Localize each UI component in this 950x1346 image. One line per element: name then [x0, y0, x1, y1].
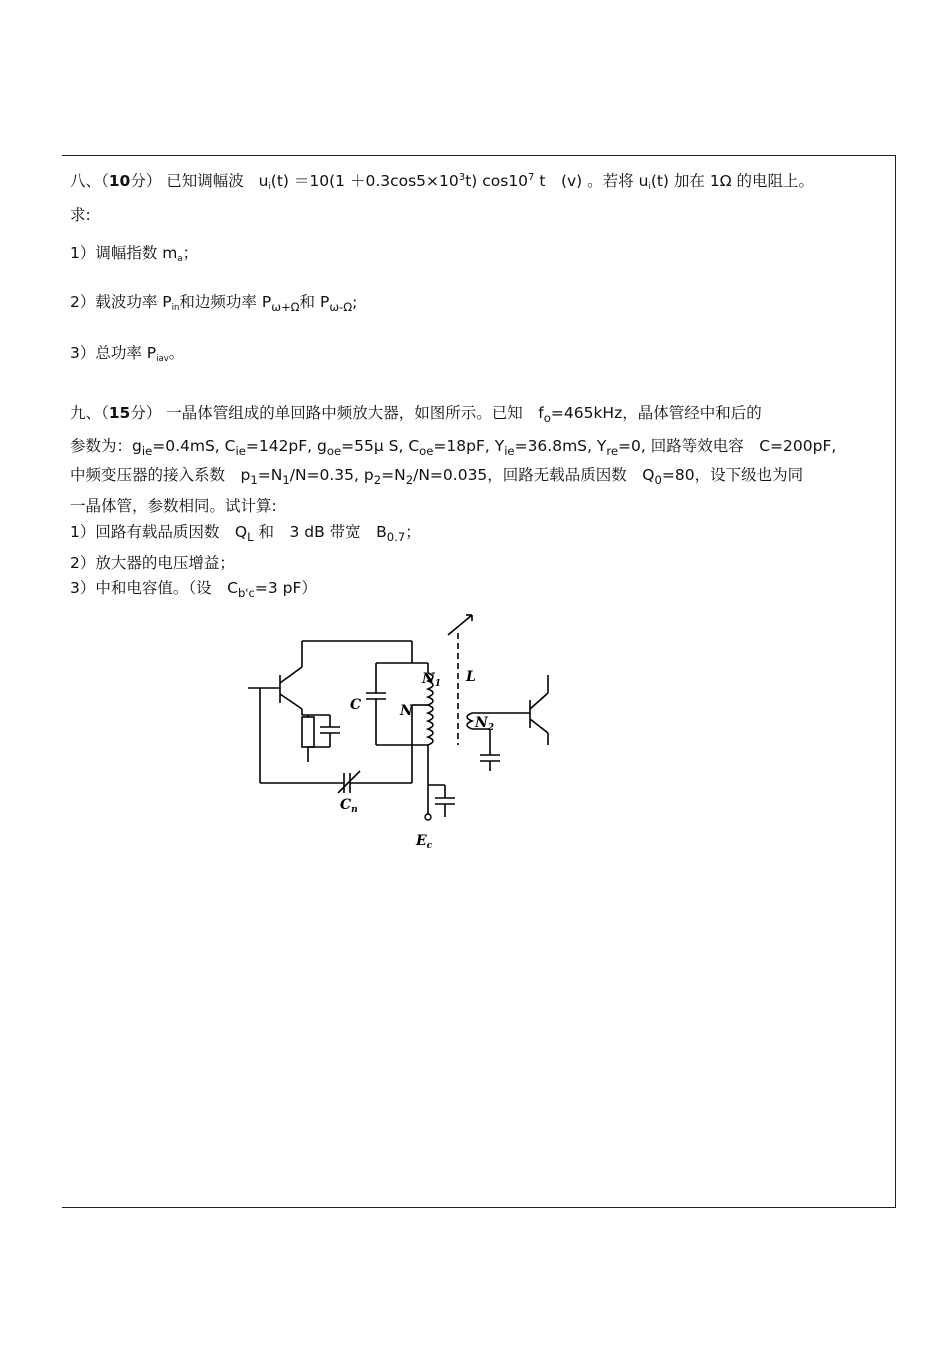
label-n1: $N_1$: [422, 671, 442, 689]
q8-item-2: 2）载波功率 $P_{in}$和边频功率 $P_{\omega+\Omega}$和 $P_{\omega-\Omega}$;: [70, 293, 358, 314]
q8-number: 八、（: [70, 172, 109, 190]
q9-item-1: 1）回路有载品质因数 $Q_L$ 和 3 dB 带宽 $B_{0.7}$；: [70, 523, 421, 544]
q8-title-line: 八、（10分） 已知调幅波 $u_i(t) =10(1 +0.3\cos 5\times 10^3t)$ $\cos 10^7$ t (v) 。若将 $u_i(t)$ 加在 1Ω 的电阻上。: [70, 172, 814, 192]
label-c: C: [350, 697, 362, 713]
label-l: L: [466, 669, 476, 685]
q9-item-2: 2）放大器的电压增益；: [70, 554, 235, 572]
label-ec: $E_c$: [416, 833, 433, 851]
q8-ask: 求:: [70, 206, 91, 224]
q9-line-3: 中频变压器的接入系数 $p_1=N_1/N=0.35$, $p_2=N_2/N=0.035$，回路无载品质因数 $Q_0=80$，设下级也为同: [70, 466, 804, 487]
amplifier-circuit-diagram: [240, 605, 570, 860]
q8-formula: $u_i(t) =10(1 +0.3\cos 5\times 10^3t)$ $\cos 10^7$ t (v): [258, 172, 583, 192]
label-cn: $C_n$: [340, 797, 358, 815]
q9-line-4: 一晶体管，参数相同。试计算:: [70, 497, 277, 515]
q8-item-3: 3）总功率 $P_{iav}$。: [70, 344, 185, 364]
q9-item-3: 3）中和电容值。（设 $C_{b'c}=3$ pF）: [70, 579, 317, 600]
label-n: N: [400, 703, 413, 719]
q9-line-1: 九、（15分） 一晶体管组成的单回路中频放大器，如图所示。已知 $f_o=465kHz$，晶体管经中和后的: [70, 404, 762, 425]
q8-score: 10: [108, 172, 131, 190]
q9-score: 15: [108, 404, 131, 422]
q8-intro: 已知调幅波: [166, 172, 244, 190]
q8-score-suffix: 分）: [130, 172, 162, 190]
label-n2: $N_2$: [475, 715, 495, 733]
q8-item-1: 1）调幅指数 $m_a$；: [70, 244, 199, 264]
q9-line-2: 参数为：$g_{ie}=0.4mS$, $C_{ie}=142pF$, $g_{oe}=55\mu$ S, $C_{oe}=18pF$, $Y_{ie}=36.8mS$, $Y_{re}=0$, 回路等效电容 C=200pF,: [70, 437, 837, 458]
q8-cont2: (t) 加在 1Ω 的电阻上。: [650, 172, 814, 190]
q8-cont: 。若将 u: [587, 172, 649, 190]
